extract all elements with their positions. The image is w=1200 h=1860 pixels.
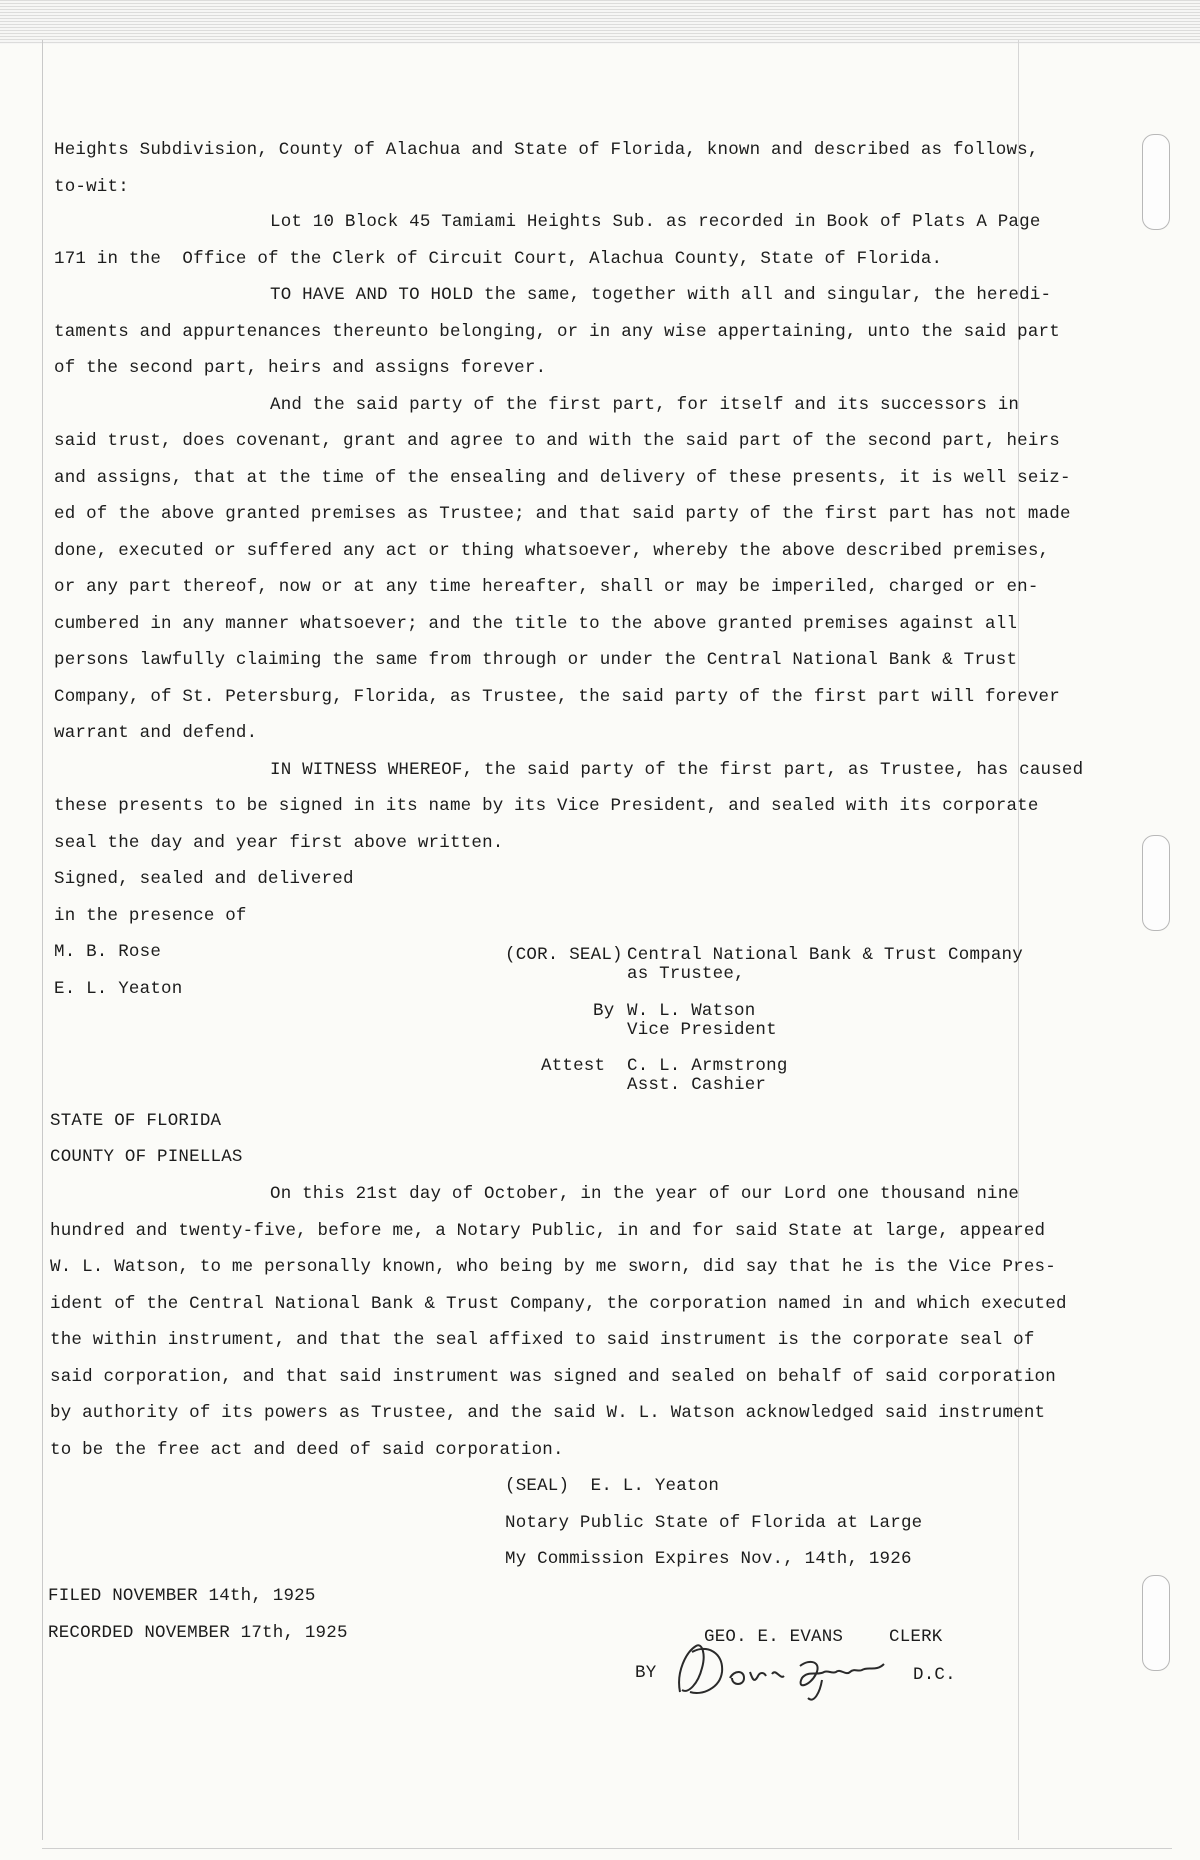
witness-name: E. L. Yeaton (54, 979, 183, 999)
body-line: seal the day and year first above written. (54, 833, 504, 853)
acknowledgment-line: On this 21st day of October, in the year of our Lord one thousand nine (270, 1184, 1020, 1204)
deputy-by-label: BY (635, 1663, 657, 1683)
acknowledgment-line: W. L. Watson, to me personally known, who being by me sworn, did say that he is the Vice Pres- (50, 1257, 1056, 1277)
signer-title: Vice President (627, 1020, 777, 1040)
acknowledgment-line: ident of the Central National Bank & Trust Company, the corporation named in and which executed (50, 1294, 1067, 1314)
body-line: cumbered in any manner whatsoever; and the title to the above granted premises against all (54, 614, 1018, 634)
body-line: And the said party of the first part, for itself and its successors in (270, 395, 1020, 415)
body-line: TO HAVE AND TO HOLD the same, together with all and singular, the heredi- (270, 285, 1052, 305)
body-line: 171 in the Office of the Clerk of Circuit Court, Alachua County, State of Florida. (54, 249, 943, 269)
right-margin-rule (1018, 40, 1019, 1840)
deputy-suffix: D.C. (913, 1665, 956, 1685)
scan-top-band (0, 0, 1200, 44)
body-line: in the presence of (54, 906, 247, 926)
venue-state: STATE OF FLORIDA (50, 1111, 222, 1131)
notary-seal-line: (SEAL) E. L. Yeaton (505, 1476, 720, 1496)
body-line: done, executed or suffered any act or thing whatsoever, whereby the above described premises, (54, 541, 1050, 561)
company-capacity: as Trustee, (627, 964, 745, 984)
body-line: of the second part, heirs and assigns forever. (54, 358, 547, 378)
body-line: Lot 10 Block 45 Tamiami Heights Sub. as recorded in Book of Plats A Page (270, 212, 1041, 232)
body-line: and assigns, that at the time of the ensealing and delivery of these presents, it is well seiz- (54, 468, 1071, 488)
punch-hole-icon (1142, 134, 1170, 230)
body-line: taments and appurtenances thereunto belonging, or in any wise appertaining, unto the said part (54, 322, 1060, 342)
signer-name: W. L. Watson (627, 1001, 756, 1021)
recorded-date: RECORDED NOVEMBER 17th, 1925 (48, 1623, 348, 1643)
bottom-margin-rule (42, 1848, 1172, 1849)
acknowledgment-line: to be the free act and deed of said corporation. (50, 1440, 564, 1460)
witness-name: M. B. Rose (54, 942, 162, 962)
body-line: ed of the above granted premises as Trustee; and that said party of the first part has not made (54, 504, 1071, 524)
body-line: Signed, sealed and delivered (54, 869, 354, 889)
attester-title: Asst. Cashier (627, 1075, 767, 1095)
acknowledgment-line: said corporation, and that said instrument was signed and sealed on behalf of said corporation (50, 1367, 1056, 1387)
corporate-seal-label: (COR. SEAL) (505, 945, 623, 965)
filed-date: FILED NOVEMBER 14th, 1925 (48, 1586, 316, 1606)
body-line: warrant and defend. (54, 723, 258, 743)
body-line: to-wit: (54, 177, 129, 197)
body-line: Company, of St. Petersburg, Florida, as Trustee, the said party of the first part will forever (54, 687, 1060, 707)
body-line: persons lawfully claiming the same from through or under the Central National Bank & Trust (54, 650, 1018, 670)
acknowledgment-line: the within instrument, and that the seal affixed to said instrument is the corporate seal of (50, 1330, 1035, 1350)
company-name: Central National Bank & Trust Company (627, 945, 1023, 965)
body-line: said trust, does covenant, grant and agree to and with the said part of the second part, heirs (54, 431, 1060, 451)
left-margin-rule (42, 40, 43, 1840)
punch-hole-icon (1142, 1575, 1170, 1671)
venue-county: COUNTY OF PINELLAS (50, 1147, 243, 1167)
acknowledgment-line: hundred and twenty-five, before me, a Notary Public, in and for said State at large, appeared (50, 1221, 1046, 1241)
body-line: or any part thereof, now or at any time hereafter, shall or may be imperiled, charged or en- (54, 577, 1039, 597)
clerk-title: CLERK (889, 1627, 943, 1647)
punch-hole-icon (1142, 835, 1170, 931)
body-line: IN WITNESS WHEREOF, the said party of the first part, as Trustee, has caused (270, 760, 1084, 780)
attest-label: Attest (541, 1056, 606, 1076)
attester-name: C. L. Armstrong (627, 1056, 788, 1076)
body-line: Heights Subdivision, County of Alachua and State of Florida, known and described as follows, (54, 140, 1039, 160)
deputy-signature-icon (672, 1632, 912, 1712)
by-label: By (593, 1001, 615, 1021)
acknowledgment-line: by authority of its powers as Trustee, and the said W. L. Watson acknowledged said instrument (50, 1403, 1046, 1423)
notary-title-line: Notary Public State of Florida at Large (505, 1513, 923, 1533)
body-line: these presents to be signed in its name by its Vice President, and sealed with its corporate (54, 796, 1039, 816)
notary-commission-line: My Commission Expires Nov., 14th, 1926 (505, 1549, 912, 1569)
clerk-name: GEO. E. EVANS (704, 1627, 844, 1647)
